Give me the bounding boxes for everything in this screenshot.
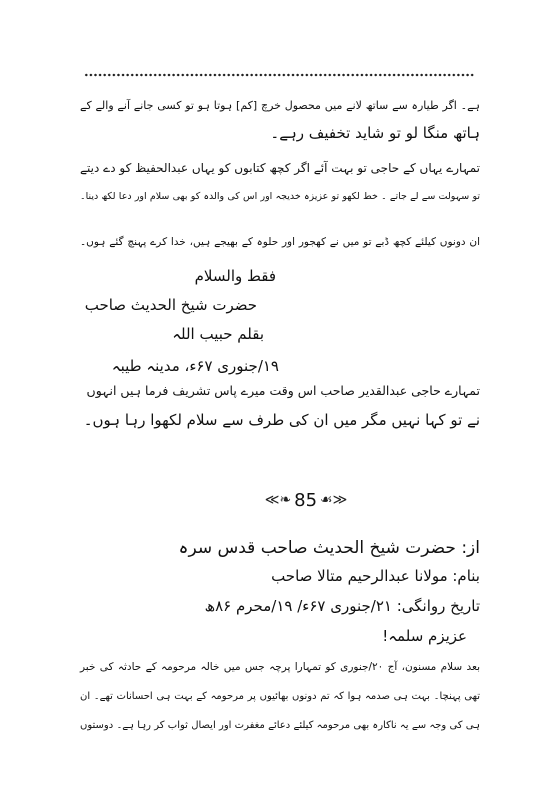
letter-to: بنام: مولانا عبدالرحیم متالا صاحب [271, 567, 480, 585]
salutation: عزیزم سلمہ! [382, 627, 467, 645]
scribe-line: بقلم حبیب اللہ [172, 325, 264, 343]
postscript-line: تمہارے حاجی عبدالقدیر صاحب اس وقت میرے پاس تشریف فرما ہیں انہوں [86, 383, 480, 398]
body-line: ان دونوں کیلئے کچھ ڈبے تو میں نے کھجور اور حلوہ کے بھیجے ہیں، خدا کرے پہنچ گئے ہوں۔ [80, 236, 480, 248]
body-line: تمہارے یہاں کے حاجی تو بہت آئے اگر کچھ کتابوں کو یہاں عبدالحفیظ کو دے دیتے [80, 161, 480, 175]
body-line: ہی کی وجہ سے یہ ناکارہ بھی مرحومہ کیلئے دعائے مغفرت اور ایصال ثواب کر رہا ہے۔ دوستوں [80, 720, 480, 731]
postscript-line: نے تو کہا نہیں مگر میں ان کی طرف سے سلام لکھوا رہا ہوں۔ [83, 411, 480, 429]
ornament-right-icon: ☙≫ [320, 492, 348, 508]
date-place: ۱۹/جنوری ۶۷ء، مدینہ طیبہ [111, 357, 279, 375]
letter-from: از: حضرت شیخ الحدیث صاحب قدس سرہ [178, 538, 480, 558]
body-line: تھی پہنچا۔ بہت ہی صدمہ ہوا کہ تم دونوں بھائیوں پر مرحومہ کے بہت ہی احسانات تھے۔ ان [80, 691, 480, 702]
letter-number: 85 [294, 489, 318, 511]
body-line: ہاتھ منگا لو تو شاید تخفیف رہے۔ [270, 124, 480, 142]
ornament-left-icon: ≪❧ [264, 492, 292, 508]
body-line: تو سہولت سے لے جاتے ۔ خط لکھو تو عزیزہ خدیجہ اور اس کی والدہ کو بھی سلام اور دعا لکھ دینا۔ [80, 191, 480, 202]
letter-date: تاریخ روانگی: ۲۱/جنوری ۶۷ء/ ۱۹/محرم ۸۶ھ [204, 597, 480, 615]
body-line: ہے۔ اگر طیارہ سے ساتھ لانے میں محصول خرچ [کم] ہوتا ہو تو کسی جانے آنے والے کے [80, 99, 480, 112]
signature: حضرت شیخ الحدیث صاحب [84, 296, 257, 314]
closing: فقط والسلام [194, 267, 276, 285]
top-dotted-rule [84, 72, 474, 78]
letter-number-badge [264, 488, 348, 512]
body-line: بعد سلام مسنون، آج ۲۰/جنوری کو تمہارا پرچہ جس میں خالہ مرحومہ کے حادثہ کی خبر [80, 661, 480, 673]
